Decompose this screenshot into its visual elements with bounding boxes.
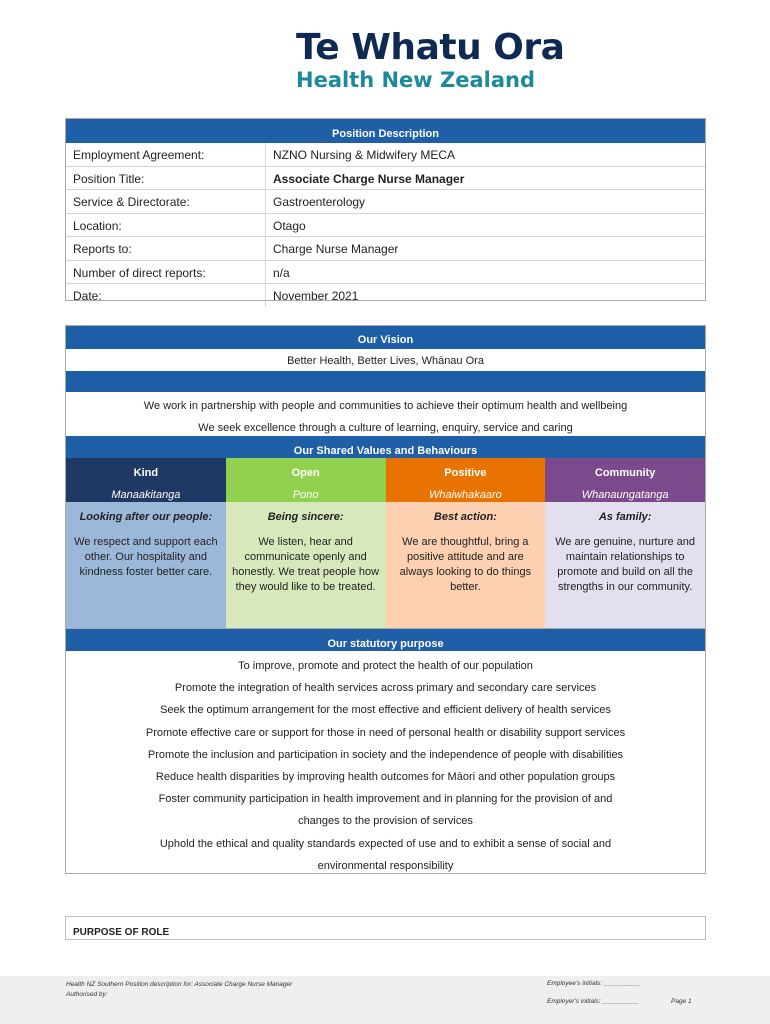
- value-maori-name: Manaakitanga: [66, 480, 226, 502]
- value-maori-name: Pono: [226, 480, 386, 502]
- statutory-line: Seek the optimum arrangement for the most effective and efficient delivery of health services: [160, 704, 611, 717]
- statutory-line: Reduce health disparities by improving health outcomes for Māori and other population groups: [155, 770, 616, 783]
- statutory-line: environmental responsibility: [317, 859, 454, 872]
- value-heading: As family:: [598, 511, 652, 523]
- value-body: [545, 502, 705, 628]
- position-row-value: NZNO Nursing & Midwifery MECA: [273, 148, 456, 162]
- statutory-line: Promote the integration of health services across primary and secondary care services: [174, 682, 597, 695]
- position-row-value: Otago: [273, 218, 306, 233]
- position-row-value: n/a: [273, 265, 290, 280]
- position-row: [66, 213, 705, 237]
- position-description-table: [65, 118, 706, 301]
- value-description: We are genuine, nurture and maintain relationships to promote and build on all the strengths in our community.: [555, 536, 696, 593]
- vision-divider-band: [66, 371, 705, 392]
- position-row: [66, 236, 705, 260]
- value-name: Positive: [386, 458, 546, 480]
- vision-values-section: [65, 325, 706, 628]
- value-heading: Looking after our people:: [79, 511, 213, 523]
- value-description: We respect and support each other. Our hospitality and kindness foster better care.: [74, 536, 218, 578]
- footer-authorised-line: Authorised by:: [66, 991, 108, 998]
- value-maori-name: Whanaungatanga: [545, 480, 705, 502]
- vision-statement: Better Health, Better Lives, Whānau Ora: [287, 355, 484, 367]
- value-body: [66, 502, 226, 628]
- position-row: [66, 166, 705, 190]
- position-row-label: Reports to:: [66, 237, 266, 260]
- position-row-label: Location:: [66, 214, 266, 237]
- value-name: Kind: [66, 458, 226, 480]
- position-row: [66, 143, 705, 166]
- logo-sub-text: Health New Zealand: [296, 68, 536, 92]
- position-row-label: Employment Agreement:: [66, 143, 266, 166]
- value-heading: Best action:: [433, 511, 497, 523]
- position-row: [66, 283, 705, 307]
- position-description-header: Position Description: [66, 119, 705, 143]
- statutory-line: changes to the provision of services: [298, 815, 473, 828]
- position-row-label: Date:: [66, 284, 266, 307]
- position-row-value: Gastroenterology: [273, 195, 366, 209]
- value-column-positive: [386, 458, 546, 628]
- value-maori-name: Whaiwhakaaro: [386, 480, 546, 502]
- position-row-label: Number of direct reports:: [66, 261, 266, 284]
- statutory-line: Uphold the ethical and quality standards expected of use and to exhibit a sense of social and: [159, 837, 612, 850]
- value-name: Open: [226, 458, 386, 480]
- te-whatu-ora-logo: [296, 28, 564, 93]
- position-row-value: Charge Nurse Manager: [273, 242, 399, 256]
- position-row-label: Service & Directorate:: [66, 190, 266, 213]
- value-description: We are thoughtful, bring a positive attitude and are always looking to do things better.: [399, 536, 532, 593]
- values-header: Our Shared Values and Behaviours: [66, 436, 705, 458]
- vision-header: Our Vision: [66, 326, 705, 349]
- position-row: [66, 260, 705, 284]
- value-body: [386, 502, 546, 628]
- employee-initials: Employee's initials: __________: [547, 980, 641, 987]
- value-column-open: [226, 458, 386, 628]
- position-row: [66, 189, 705, 213]
- footer-left: [66, 980, 292, 1000]
- statutory-line: Promote effective care or support for those in need of personal health or disability support services: [145, 726, 626, 739]
- position-row-value: Associate Charge Nurse Manager: [273, 171, 465, 186]
- vision-line: We work in partnership with people and communities to achieve their optimum health and wellbeing: [143, 400, 628, 412]
- statutory-purpose-section: [65, 628, 706, 874]
- position-row-label: Position Title:: [66, 167, 266, 190]
- logo-main-text: Te Whatu Ora: [296, 27, 565, 68]
- value-heading: Being sincere:: [267, 511, 344, 523]
- value-column-community: [545, 458, 705, 628]
- position-row-value: November 2021: [273, 289, 359, 303]
- values-columns: [66, 458, 705, 628]
- statutory-header: Our statutory purpose: [66, 629, 705, 651]
- footer-position-line: Health NZ Southern Position description for: Associate Charge Nurse Manager: [66, 981, 293, 988]
- employer-initials: Employer's initials: __________: [547, 998, 639, 1005]
- statutory-line: To improve, promote and protect the health of our population: [238, 660, 533, 672]
- value-body: [226, 502, 386, 628]
- page-number: Page 1: [671, 998, 692, 1005]
- statutory-line: Foster community participation in health improvement and in planning for the provision of and: [158, 793, 613, 806]
- value-column-kind: [66, 458, 226, 628]
- value-name: Community: [545, 458, 705, 480]
- statutory-line: Promote the inclusion and participation in society and the independence of people with disabilities: [147, 748, 624, 761]
- page-footer: [0, 976, 770, 1024]
- purpose-of-role-heading: PURPOSE OF ROLE: [65, 916, 706, 940]
- value-description: We listen, hear and communicate openly and honestly. We treat people how they would like to be treated.: [232, 536, 380, 593]
- vision-line: We seek excellence through a culture of learning, enquiry, service and caring: [198, 422, 573, 434]
